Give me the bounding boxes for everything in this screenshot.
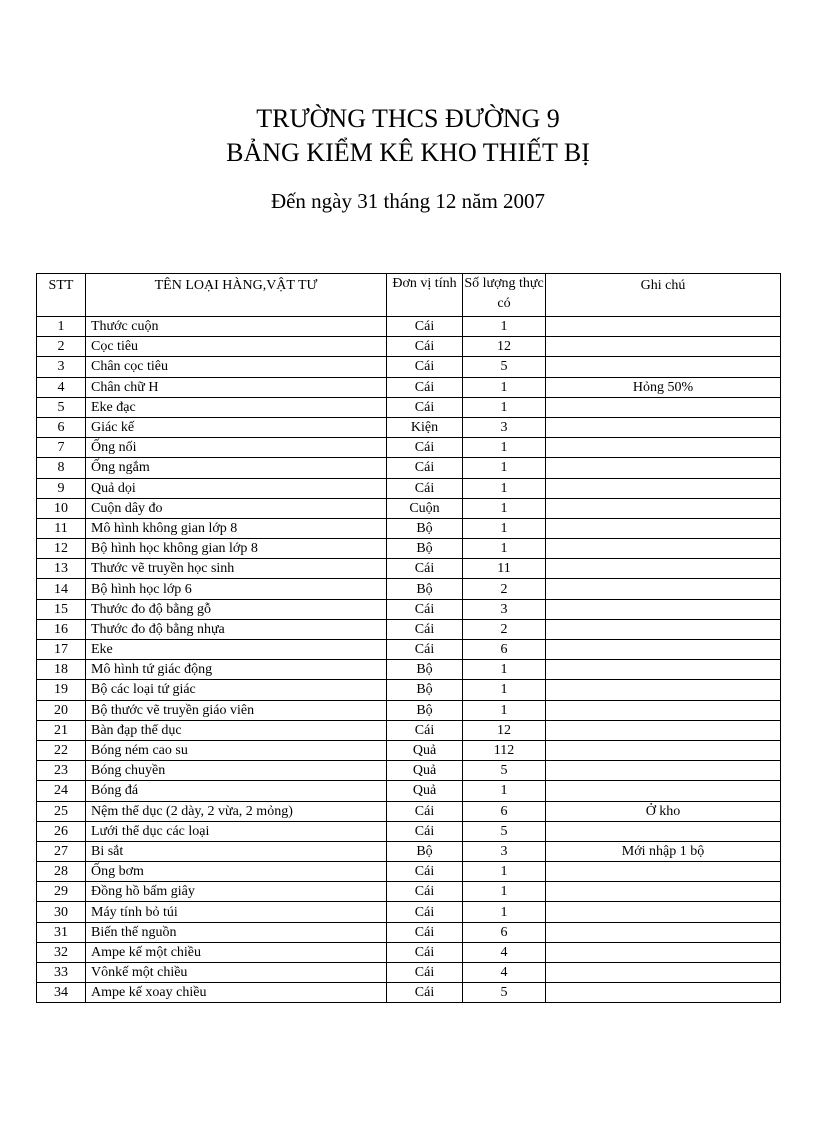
cell-unit: Cái	[387, 357, 463, 377]
cell-name: Bóng ném cao su	[86, 740, 387, 760]
cell-unit: Cái	[387, 317, 463, 337]
inventory-table	[36, 273, 781, 1003]
table-row	[37, 761, 781, 781]
cell-note	[546, 417, 781, 437]
table-row	[37, 518, 781, 538]
cell-qty: 5	[463, 357, 546, 377]
table-row	[37, 963, 781, 983]
cell-name: Bóng chuyền	[86, 761, 387, 781]
cell-qty: 1	[463, 458, 546, 478]
cell-stt: 2	[37, 337, 86, 357]
cell-qty: 1	[463, 700, 546, 720]
cell-unit: Cái	[387, 559, 463, 579]
table-row	[37, 821, 781, 841]
cell-name: Thước đo độ bằng nhựa	[86, 619, 387, 639]
cell-note	[546, 599, 781, 619]
cell-name: Eke	[86, 640, 387, 660]
cell-qty: 112	[463, 740, 546, 760]
cell-stt: 6	[37, 417, 86, 437]
cell-note	[546, 942, 781, 962]
cell-unit: Bộ	[387, 841, 463, 861]
cell-note	[546, 640, 781, 660]
cell-unit: Kiện	[387, 417, 463, 437]
cell-unit: Bộ	[387, 539, 463, 559]
cell-name: Eke đạc	[86, 397, 387, 417]
cell-name: Biến thế nguồn	[86, 922, 387, 942]
cell-note	[546, 337, 781, 357]
cell-unit: Cái	[387, 983, 463, 1003]
cell-name: Thước đo độ bằng gỗ	[86, 599, 387, 619]
cell-name: Mô hình tứ giác động	[86, 660, 387, 680]
cell-name: Bộ các loại tứ giác	[86, 680, 387, 700]
cell-note	[546, 579, 781, 599]
cell-name: Bộ hình học không gian lớp 8	[86, 539, 387, 559]
cell-unit: Bộ	[387, 579, 463, 599]
table-row	[37, 640, 781, 660]
cell-stt: 16	[37, 619, 86, 639]
cell-stt: 22	[37, 740, 86, 760]
cell-unit: Cái	[387, 862, 463, 882]
cell-name: Chân chữ H	[86, 377, 387, 397]
cell-unit: Cái	[387, 640, 463, 660]
cell-name: Thước cuộn	[86, 317, 387, 337]
cell-note: Hỏng 50%	[546, 377, 781, 397]
cell-stt: 26	[37, 821, 86, 841]
cell-note	[546, 619, 781, 639]
table-row	[37, 619, 781, 639]
cell-note	[546, 498, 781, 518]
cell-name: Cuộn dây đo	[86, 498, 387, 518]
cell-note	[546, 862, 781, 882]
cell-qty: 1	[463, 680, 546, 700]
cell-qty: 1	[463, 317, 546, 337]
cell-unit: Quả	[387, 740, 463, 760]
cell-note	[546, 821, 781, 841]
cell-name: Ống bơm	[86, 862, 387, 882]
cell-name: Vônkế một chiều	[86, 963, 387, 983]
cell-unit: Cái	[387, 821, 463, 841]
cell-unit: Cuộn	[387, 498, 463, 518]
table-row	[37, 983, 781, 1003]
cell-qty: 1	[463, 781, 546, 801]
cell-qty: 2	[463, 619, 546, 639]
cell-stt: 4	[37, 377, 86, 397]
cell-qty: 3	[463, 841, 546, 861]
table-row	[37, 781, 781, 801]
cell-qty: 1	[463, 377, 546, 397]
cell-note	[546, 357, 781, 377]
table-header-row	[37, 274, 781, 317]
cell-unit: Quả	[387, 761, 463, 781]
table-row	[37, 539, 781, 559]
cell-qty: 1	[463, 518, 546, 538]
cell-qty: 11	[463, 559, 546, 579]
cell-qty: 1	[463, 478, 546, 498]
cell-stt: 33	[37, 963, 86, 983]
cell-note	[546, 317, 781, 337]
cell-stt: 20	[37, 700, 86, 720]
cell-unit: Bộ	[387, 660, 463, 680]
cell-qty: 1	[463, 498, 546, 518]
cell-stt: 10	[37, 498, 86, 518]
cell-qty: 2	[463, 579, 546, 599]
cell-stt: 14	[37, 579, 86, 599]
table-row	[37, 720, 781, 740]
cell-name: Ampe kế một chiều	[86, 942, 387, 962]
cell-stt: 13	[37, 559, 86, 579]
cell-note	[546, 963, 781, 983]
cell-note	[546, 458, 781, 478]
cell-name: Bi sắt	[86, 841, 387, 861]
cell-unit: Cái	[387, 438, 463, 458]
cell-note: Mới nhập 1 bộ	[546, 841, 781, 861]
cell-stt: 9	[37, 478, 86, 498]
cell-name: Cọc tiêu	[86, 337, 387, 357]
table-row	[37, 498, 781, 518]
table-row	[37, 377, 781, 397]
cell-qty: 1	[463, 862, 546, 882]
cell-name: Giác kế	[86, 417, 387, 437]
cell-qty: 12	[463, 720, 546, 740]
cell-qty: 1	[463, 539, 546, 559]
cell-name: Bóng đá	[86, 781, 387, 801]
cell-stt: 17	[37, 640, 86, 660]
cell-name: Nệm thể dục (2 dày, 2 vừa, 2 mỏng)	[86, 801, 387, 821]
cell-unit: Bộ	[387, 680, 463, 700]
cell-note: Ở kho	[546, 801, 781, 821]
cell-stt: 30	[37, 902, 86, 922]
cell-name: Ampe kế xoay chiều	[86, 983, 387, 1003]
table-row	[37, 740, 781, 760]
cell-unit: Cái	[387, 377, 463, 397]
table-row	[37, 680, 781, 700]
cell-stt: 19	[37, 680, 86, 700]
cell-name: Lưới thể dục các loại	[86, 821, 387, 841]
cell-note	[546, 660, 781, 680]
table-row	[37, 357, 781, 377]
table-row	[37, 841, 781, 861]
report-date: Đến ngày 31 tháng 12 năm 2007	[270, 189, 546, 213]
cell-unit: Cái	[387, 902, 463, 922]
cell-qty: 6	[463, 640, 546, 660]
cell-note	[546, 781, 781, 801]
cell-name: Bộ thước vẽ truyền giáo viên	[86, 700, 387, 720]
cell-qty: 5	[463, 761, 546, 781]
cell-unit: Bộ	[387, 518, 463, 538]
cell-qty: 6	[463, 922, 546, 942]
cell-qty: 1	[463, 438, 546, 458]
table-row	[37, 478, 781, 498]
cell-stt: 3	[37, 357, 86, 377]
column-header-note: Ghi chú	[546, 274, 781, 317]
cell-stt: 7	[37, 438, 86, 458]
cell-stt: 1	[37, 317, 86, 337]
cell-stt: 32	[37, 942, 86, 962]
cell-unit: Cái	[387, 882, 463, 902]
table-row	[37, 337, 781, 357]
table-row	[37, 317, 781, 337]
cell-stt: 15	[37, 599, 86, 619]
cell-name: Ống nối	[86, 438, 387, 458]
table-row	[37, 417, 781, 437]
cell-unit: Cái	[387, 458, 463, 478]
cell-note	[546, 518, 781, 538]
cell-unit: Cái	[387, 478, 463, 498]
cell-note	[546, 761, 781, 781]
column-header-qty: Số lượng thực có	[463, 274, 546, 317]
cell-note	[546, 740, 781, 760]
cell-note	[546, 559, 781, 579]
cell-stt: 27	[37, 841, 86, 861]
table-row	[37, 882, 781, 902]
cell-unit: Cái	[387, 720, 463, 740]
cell-name: Đồng hồ bấm giây	[86, 882, 387, 902]
cell-qty: 3	[463, 599, 546, 619]
cell-qty: 5	[463, 983, 546, 1003]
cell-note	[546, 539, 781, 559]
table-row	[37, 942, 781, 962]
cell-stt: 21	[37, 720, 86, 740]
cell-qty: 1	[463, 660, 546, 680]
cell-note	[546, 397, 781, 417]
cell-qty: 3	[463, 417, 546, 437]
cell-qty: 5	[463, 821, 546, 841]
cell-qty: 1	[463, 882, 546, 902]
table-row	[37, 458, 781, 478]
cell-note	[546, 922, 781, 942]
table-row	[37, 700, 781, 720]
cell-unit: Cái	[387, 337, 463, 357]
cell-note	[546, 700, 781, 720]
cell-stt: 11	[37, 518, 86, 538]
table-row	[37, 862, 781, 882]
cell-unit: Cái	[387, 942, 463, 962]
cell-note	[546, 478, 781, 498]
table-row	[37, 438, 781, 458]
cell-stt: 34	[37, 983, 86, 1003]
cell-unit: Cái	[387, 963, 463, 983]
cell-qty: 4	[463, 942, 546, 962]
cell-name: Máy tính bỏ túi	[86, 902, 387, 922]
cell-stt: 24	[37, 781, 86, 801]
table-row	[37, 922, 781, 942]
cell-stt: 12	[37, 539, 86, 559]
document-title: BẢNG KIỂM KÊ KHO THIẾT BỊ	[226, 138, 590, 167]
cell-qty: 1	[463, 902, 546, 922]
cell-unit: Bộ	[387, 700, 463, 720]
cell-unit: Cái	[387, 619, 463, 639]
cell-stt: 23	[37, 761, 86, 781]
cell-qty: 4	[463, 963, 546, 983]
cell-note	[546, 680, 781, 700]
cell-note	[546, 983, 781, 1003]
cell-name: Quả dọi	[86, 478, 387, 498]
table-row	[37, 902, 781, 922]
table-row	[37, 801, 781, 821]
cell-stt: 29	[37, 882, 86, 902]
cell-stt: 28	[37, 862, 86, 882]
table-row	[37, 559, 781, 579]
cell-note	[546, 720, 781, 740]
cell-unit: Cái	[387, 922, 463, 942]
table-row	[37, 397, 781, 417]
cell-qty: 1	[463, 397, 546, 417]
cell-stt: 25	[37, 801, 86, 821]
cell-unit: Cái	[387, 397, 463, 417]
table-row	[37, 660, 781, 680]
cell-note	[546, 438, 781, 458]
cell-name: Ống ngắm	[86, 458, 387, 478]
cell-note	[546, 902, 781, 922]
school-name: TRƯỜNG THCS ĐƯỜNG 9	[256, 104, 560, 133]
cell-stt: 18	[37, 660, 86, 680]
cell-name: Thước vẽ truyền học sinh	[86, 559, 387, 579]
column-header-unit: Đơn vị tính	[387, 274, 463, 317]
cell-stt: 5	[37, 397, 86, 417]
table-row	[37, 599, 781, 619]
cell-name: Mô hình không gian lớp 8	[86, 518, 387, 538]
column-header-name: TÊN LOẠI HÀNG,VẬT TƯ	[86, 274, 387, 317]
table-row	[37, 579, 781, 599]
cell-qty: 6	[463, 801, 546, 821]
cell-unit: Cái	[387, 599, 463, 619]
cell-unit: Cái	[387, 801, 463, 821]
cell-name: Bàn đạp thể dục	[86, 720, 387, 740]
cell-stt: 8	[37, 458, 86, 478]
cell-name: Bộ hình học lớp 6	[86, 579, 387, 599]
cell-note	[546, 882, 781, 902]
cell-qty: 12	[463, 337, 546, 357]
cell-unit: Quả	[387, 781, 463, 801]
column-header-stt: STT	[37, 274, 86, 317]
cell-stt: 31	[37, 922, 86, 942]
cell-name: Chân cọc tiêu	[86, 357, 387, 377]
